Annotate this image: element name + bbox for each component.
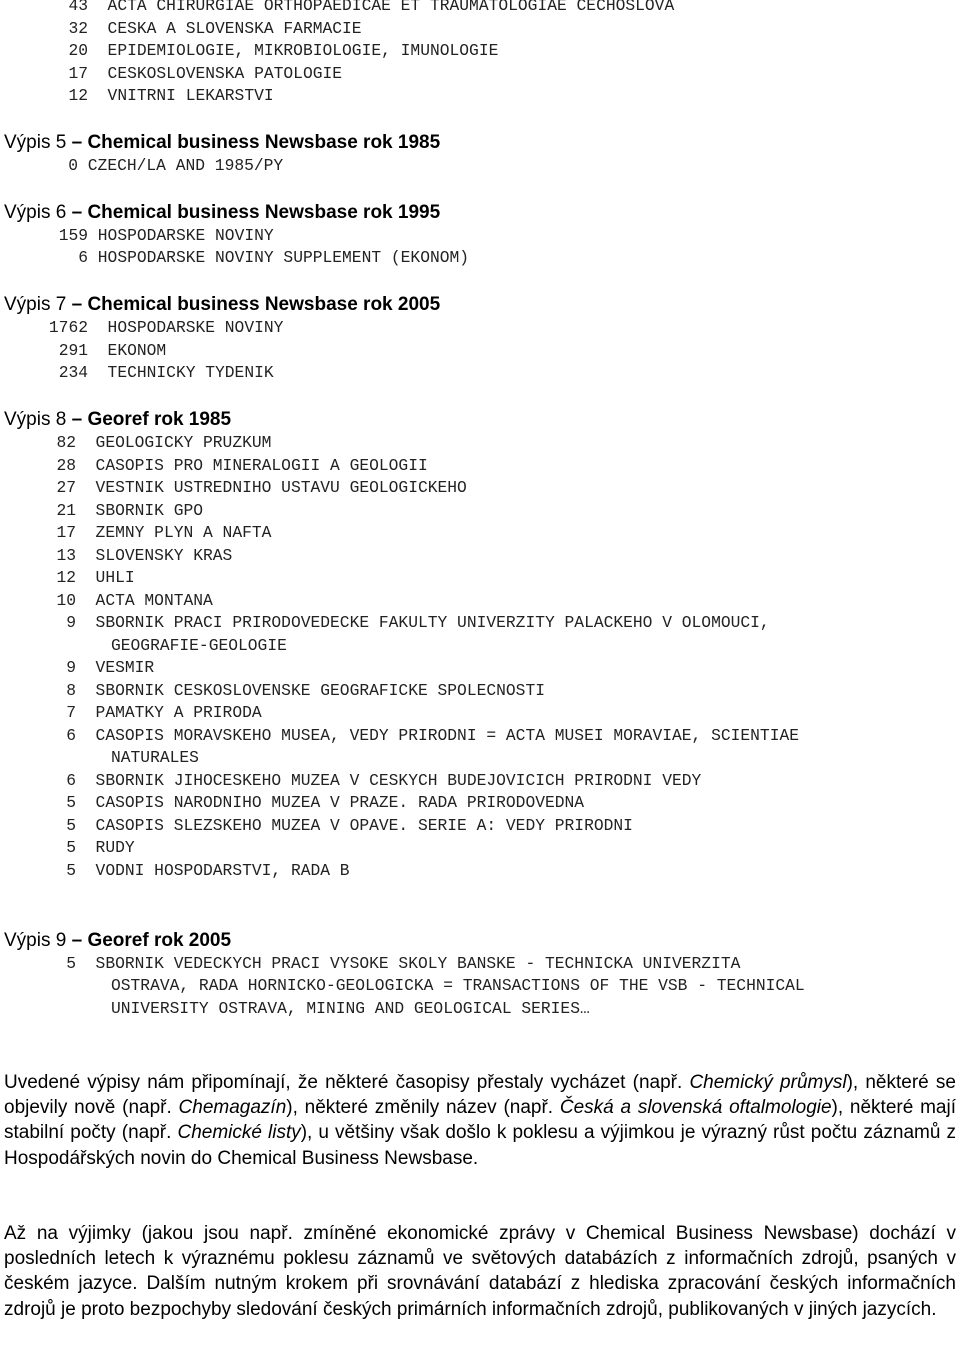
list-item <box>0 590 213 613</box>
section-dash: – <box>66 409 88 430</box>
journal-title: CASOPIS NARODNIHO MUZEA V PRAZE. RADA PRIRODOVEDNA <box>95 793 585 812</box>
journal-title: ACTA CHIRURGIAE ORTHOPAEDICAE ET TRAUMATOLOGIAE CECHOSLOVA <box>107 0 675 15</box>
list-item <box>0 500 203 523</box>
section-title: Georef rok 2005 <box>87 930 232 951</box>
section-dash: – <box>66 930 88 951</box>
journal-title: CASOPIS PRO MINERALOGII A GEOLOGII <box>95 456 428 475</box>
list-item <box>0 18 362 41</box>
list-item-continuation: UNIVERSITY OSTRAVA, MINING AND GEOLOGICAL SERIES… <box>111 999 590 1018</box>
section-label: Výpis 7 <box>4 294 67 315</box>
record-count: 159 <box>58 226 88 245</box>
journal-title: UHLI <box>95 568 135 587</box>
record-count: 5 <box>66 954 76 973</box>
journal-title: GEOLOGICKY PRUZKUM <box>95 433 272 452</box>
journal-title: TECHNICKY TYDENIK <box>107 363 274 382</box>
journal-name: Česká a slovenská oftalmologie <box>559 1097 832 1119</box>
section-title: Chemical business Newsbase rok 1985 <box>87 132 441 153</box>
journal-title: CASOPIS MORAVSKEHO MUSEA, VEDY PRIRODNI = ACTA MUSEI MORAVIAE, SCIENTIAE <box>95 726 800 745</box>
record-count: 234 <box>58 363 88 382</box>
record-count: 21 <box>56 501 76 520</box>
section-heading-vypis-5 <box>4 131 440 155</box>
section-heading-vypis-7 <box>4 293 440 317</box>
record-count: 17 <box>68 64 88 83</box>
list-item <box>0 85 274 108</box>
section-title: Chemical business Newsbase rok 2005 <box>87 294 441 315</box>
journal-title: CASOPIS SLEZSKEHO MUZEA V OPAVE. SERIE A: VEDY PRIRODNI <box>95 816 633 835</box>
journal-title: EPIDEMIOLOGIE, MIKROBIOLOGIE, IMUNOLOGIE <box>107 41 499 60</box>
journal-title: HOSPODARSKE NOVINY <box>97 226 274 245</box>
list-item <box>0 657 154 680</box>
journal-name: Chemický průmysl <box>689 1072 847 1093</box>
journal-title: VNITRNI LEKARSTVI <box>107 86 274 105</box>
list-item-continuation: OSTRAVA, RADA HORNICKO-GEOLOGICKA = TRANSACTIONS OF THE VSB - TECHNICAL <box>111 976 805 995</box>
section-label: Výpis 6 <box>4 202 67 223</box>
journal-title: PAMATKY A PRIRODA <box>95 703 262 722</box>
list-item <box>0 155 283 178</box>
section-label: Výpis 9 <box>4 930 67 951</box>
list-item <box>0 680 545 703</box>
record-count: 27 <box>56 478 76 497</box>
list-item <box>0 860 350 883</box>
journal-title: SBORNIK PRACI PRIRODOVEDECKE FAKULTY UNIVERZITY PALACKEHO V OLOMOUCI, <box>95 613 770 632</box>
list-item <box>0 432 271 455</box>
journal-title: VESTNIK USTREDNIHO USTAVU GEOLOGICKEHO <box>95 478 467 497</box>
list-item <box>0 545 232 568</box>
record-count: 5 <box>66 838 76 857</box>
list-item <box>0 247 469 270</box>
record-count: 6 <box>66 771 76 790</box>
list-item <box>0 612 770 635</box>
journal-title: CZECH/LA AND 1985/PY <box>87 156 284 175</box>
record-count: 82 <box>56 433 76 452</box>
record-count: 6 <box>66 726 76 745</box>
list-item <box>0 837 135 860</box>
journal-title: HOSPODARSKE NOVINY <box>107 318 284 337</box>
record-count: 5 <box>66 861 76 880</box>
list-item <box>0 477 467 500</box>
journal-title: EKONOM <box>107 341 167 360</box>
record-count: 32 <box>68 19 88 38</box>
record-count: 10 <box>56 591 76 610</box>
list-item <box>0 725 799 748</box>
record-count: 13 <box>56 546 76 565</box>
journal-title: SBORNIK GPO <box>95 501 204 520</box>
record-count: 12 <box>68 86 88 105</box>
list-item <box>0 815 633 838</box>
journal-title: RUDY <box>95 838 135 857</box>
list-item <box>0 225 274 248</box>
journal-name: Chemické listy <box>177 1122 301 1144</box>
record-count: 5 <box>66 816 76 835</box>
list-item-continuation: GEOGRAFIE-GEOLOGIE <box>111 636 287 655</box>
record-count: 1762 <box>48 318 88 337</box>
journal-title: CESKA A SLOVENSKA FARMACIE <box>107 19 362 38</box>
conclusion-paragraph: Až na výjimky (jakou jsou např. zmíněné ekonomické zprávy v Chemical Business Newsbase) dochází v posledních letech k výraznému poklesu záznamů ve světových databázích z informačních zdrojů, psaných v českém jazyce. Dalším nutným krokem při srovnávání databází z hlediska zpracování českých informačních zdrojů je proto bezpochyby sledování českých primárních informačních zdrojů, publikovaných v jiných jazycích. <box>4 1223 956 1320</box>
section-label: Výpis 8 <box>4 409 67 430</box>
list-item <box>0 362 274 385</box>
record-count: 7 <box>66 703 76 722</box>
list-item <box>0 702 262 725</box>
section-dash: – <box>66 294 88 315</box>
journal-title: VESMIR <box>95 658 155 677</box>
record-count: 12 <box>56 568 76 587</box>
journal-title: VODNI HOSPODARSTVI, RADA B <box>95 861 350 880</box>
journal-title: SBORNIK CESKOSLOVENSKE GEOGRAFICKE SPOLECNOSTI <box>95 681 545 700</box>
journal-title: SBORNIK JIHOCESKEHO MUZEA V CESKYCH BUDEJOVICICH PRIRODNI VEDY <box>95 771 702 790</box>
paragraph-text: ), některé mají stabilní počty (např. <box>4 1097 956 1144</box>
list-item <box>0 40 498 63</box>
journal-title: CESKOSLOVENSKA PATOLOGIE <box>107 64 343 83</box>
paragraph-text: Uvedené výpisy nám připomínají, že některé časopisy přestaly vycházet (např. <box>4 1072 690 1093</box>
list-item <box>0 567 135 590</box>
record-count: 5 <box>66 793 76 812</box>
section-dash: – <box>66 132 88 153</box>
record-count: 6 <box>78 248 88 267</box>
list-item <box>0 455 428 478</box>
list-item <box>0 0 674 18</box>
section-dash: – <box>66 202 88 223</box>
section-heading-vypis-9 <box>4 929 231 953</box>
list-item-continuation: NATURALES <box>111 748 199 767</box>
list-item <box>0 953 740 976</box>
record-count: 43 <box>68 0 88 15</box>
summary-paragraph <box>4 1070 956 1171</box>
section-title: Chemical business Newsbase rok 1995 <box>87 202 441 223</box>
section-title: Georef rok 1985 <box>87 409 232 430</box>
list-item <box>0 792 584 815</box>
paragraph-text: ), některé se objevily nově (např. <box>4 1072 956 1119</box>
record-count: 9 <box>66 613 76 632</box>
record-count: 28 <box>56 456 76 475</box>
section-label: Výpis 5 <box>4 132 67 153</box>
list-item <box>0 340 166 363</box>
record-count: 8 <box>66 681 76 700</box>
list-item <box>0 522 271 545</box>
journal-title: ZEMNY PLYN A NAFTA <box>95 523 272 542</box>
record-count: 291 <box>58 341 88 360</box>
journal-title: ACTA MONTANA <box>95 591 213 610</box>
list-item <box>0 770 701 793</box>
record-count: 17 <box>56 523 76 542</box>
journal-title: HOSPODARSKE NOVINY SUPPLEMENT (EKONOM) <box>97 248 470 267</box>
journal-name: Chemagazín <box>178 1097 287 1119</box>
record-count: 20 <box>68 41 88 60</box>
paragraph-text: ), u většiny však došlo k poklesu a výjimkou je výrazný růst počtu záznamů z Hospodářských novin do Chemical Business Newsbase. <box>4 1122 956 1169</box>
journal-title: SBORNIK VEDECKYCH PRACI VYSOKE SKOLY BANSKE - TECHNICKA UNIVERZITA <box>95 954 741 973</box>
list-item <box>0 63 342 86</box>
list-item <box>0 317 283 340</box>
section-heading-vypis-8 <box>4 408 231 432</box>
record-count: 9 <box>66 658 76 677</box>
journal-title: SLOVENSKY KRAS <box>95 546 233 565</box>
paragraph-text: ), některé změnily název (např. <box>286 1097 560 1119</box>
section-heading-vypis-6 <box>4 201 440 225</box>
record-count: 0 <box>68 156 78 175</box>
